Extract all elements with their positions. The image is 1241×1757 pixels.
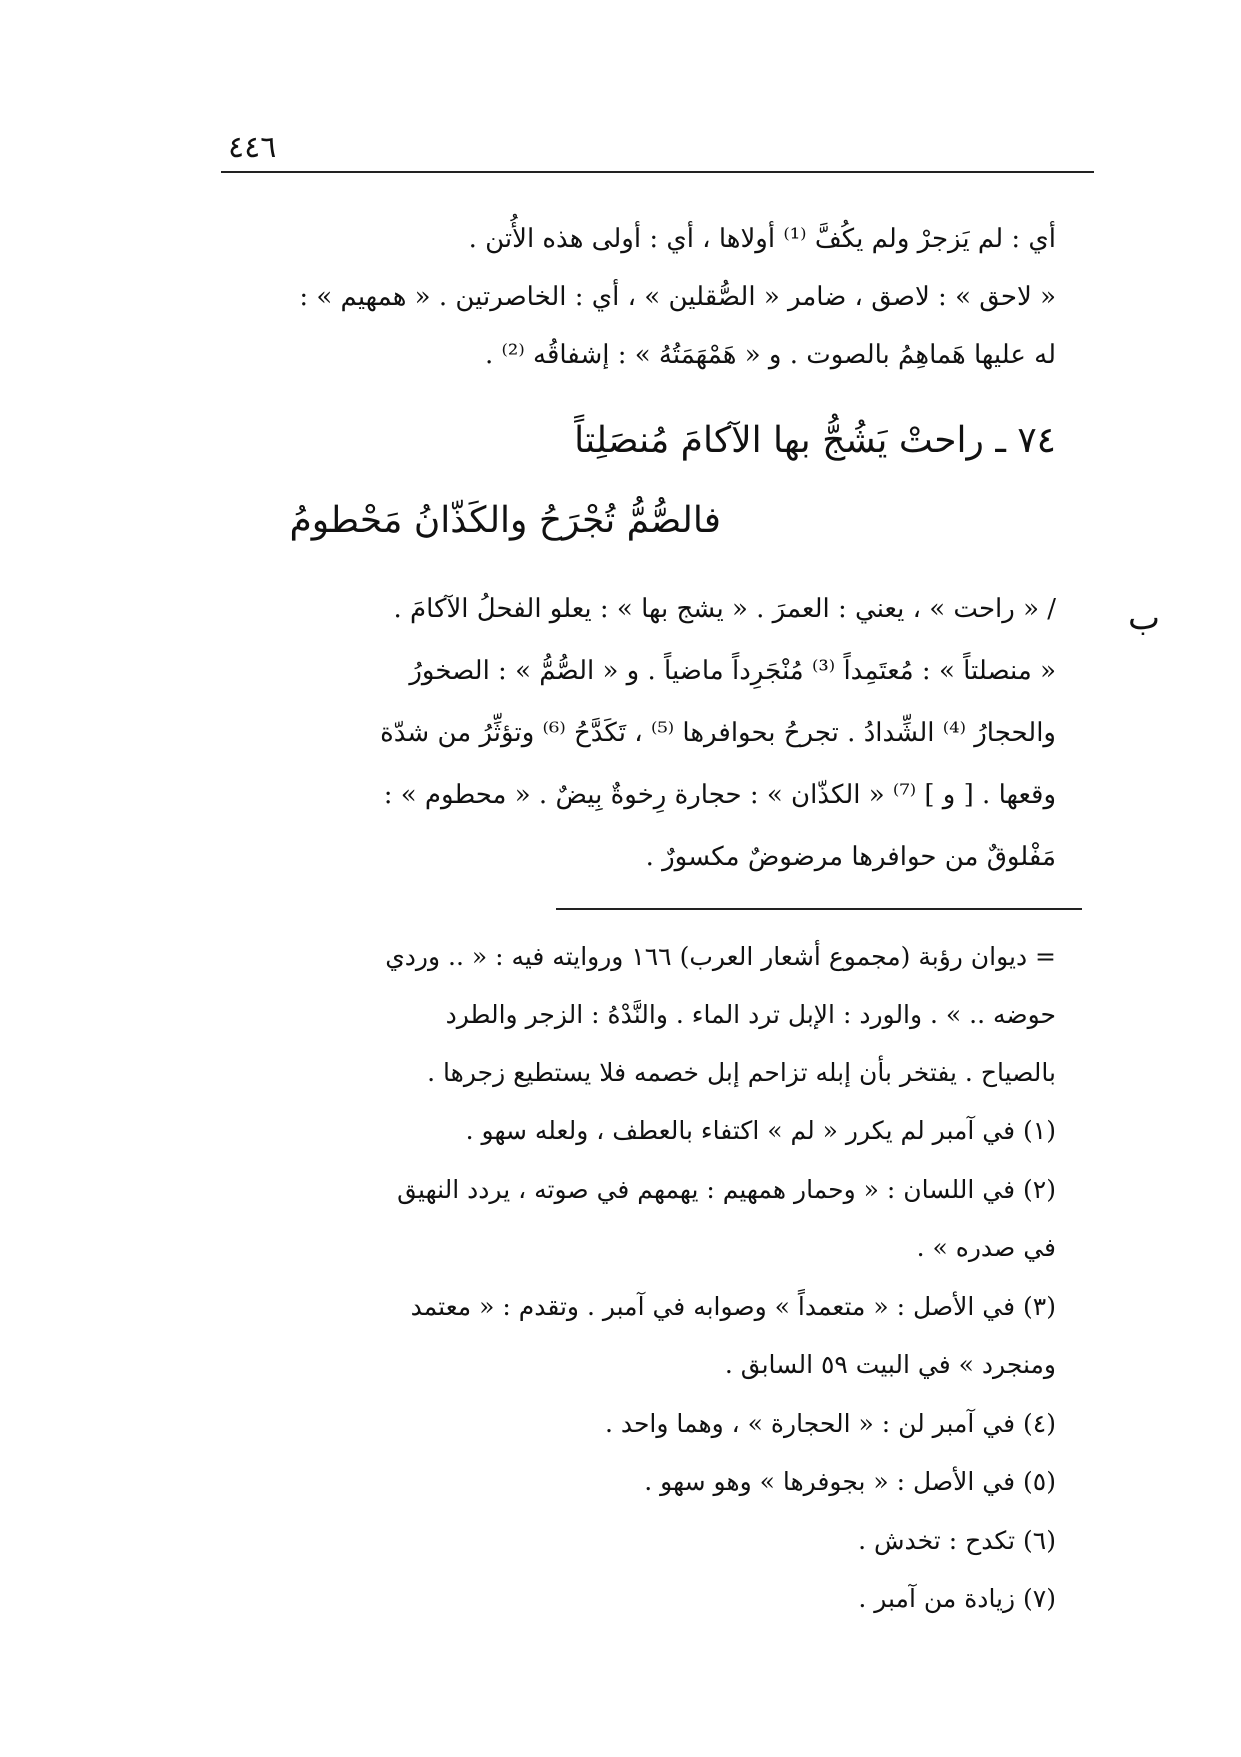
footnotes-list <box>196 1102 1056 1629</box>
commentary-line: له عليها هَماهِمُ بالصوت . و « هَمْهَمَتُهُ » : إشفاقُه ⁽²⁾ . <box>485 340 1056 370</box>
footnote-2: (٢) في اللسان : « وحمار همهيم : يهمهم في صوته ، يردد النهيق <box>397 1174 1056 1204</box>
footnote-continuation <box>196 928 1056 1102</box>
footnote-line: بالصياح . يفتخر بأن إبله تزاحم إبل خصمه فلا يستطيع زجرها . <box>427 1058 1056 1087</box>
commentary-line: وقعها . [ و ] ⁽⁷⁾ « الكذّان » : حجارة رِخوةٌ بِيضٌ . « محطوم » : <box>383 780 1056 810</box>
footnote-4: (٤) في آمبر لن : « الحجارة » ، وهما واحد . <box>604 1408 1056 1438</box>
footnote-6: (٦) تكدح : تخدش . <box>858 1525 1056 1555</box>
footnote-7: (٧) زيادة من آمبر . <box>858 1584 1056 1613</box>
verse-first-hemistich: ٧٤ ـ راحتْ يَشُجُّ بها الآكامَ مُنصَلِتاً <box>574 420 1056 461</box>
footnote-separator <box>556 908 1082 910</box>
commentary-block-2 <box>196 578 1056 888</box>
footnote-line: = ديوان رؤبة (مجموع أشعار العرب) ١٦٦ وروايته فيه : « .. وردي <box>385 942 1056 971</box>
margin-mark: ب <box>1128 598 1161 638</box>
footnote-2-cont: في صدره » . <box>916 1233 1056 1262</box>
commentary-line: مَفْلوقٌ من حوافرها مرضوضٌ مكسورٌ . <box>645 842 1056 872</box>
commentary-line: أي : لم يَزجرْ ولم يكُفَّ ⁽¹⁾ أولاها ، أي : أولى هذه الأُتن . <box>468 224 1056 254</box>
verse-second-hemistich: فالصُّمُّ تُجْرَحُ والكَذّانُ مَحْطومُ <box>289 500 721 541</box>
footnote-3: (٣) في الأصل : « متعمداً » وصوابه في آمبر . وتقدم : « معتمد <box>410 1291 1056 1321</box>
commentary-line: والحجارُ ⁽⁴⁾ الشِّدادُ . تجرحُ بحوافرها ⁽⁵⁾ ، تَكَدَّحُ ⁽⁶⁾ وتؤثِّرُ من شدّة <box>380 718 1056 748</box>
header-rule <box>221 171 1094 173</box>
commentary-line: « لاحق » : لاصق ، ضامر « الصُّقلين » ، أي : الخاصرتين . « همهيم » : <box>299 282 1056 312</box>
footnote-line: حوضه .. » . والورد : الإبل ترد الماء . والنَّدْهُ : الزجر والطرد <box>445 1000 1056 1029</box>
commentary-block-1 <box>196 210 1056 384</box>
page-number: ٤٤٦ <box>228 130 277 165</box>
footnote-3-cont: ومنجرد » في البيت ٥٩ السابق . <box>724 1350 1056 1379</box>
footnote-5: (٥) في الأصل : « بجوفرها » وهو سهو . <box>644 1467 1056 1496</box>
commentary-line: « منصلتاً » : مُعتَمِداً ⁽³⁾ مُنْجَرِداً ماضياً . و « الصُّمُّ » : الصخورُ <box>409 656 1056 686</box>
commentary-line: / « راحت » ، يعني : العمرَ . « يشج بها » : يعلو الفحلُ الآكامَ . <box>393 594 1056 624</box>
footnote-1: (١) في آمبر لم يكرر « لم » اكتفاء بالعطف ، ولعله سهو . <box>465 1116 1056 1145</box>
